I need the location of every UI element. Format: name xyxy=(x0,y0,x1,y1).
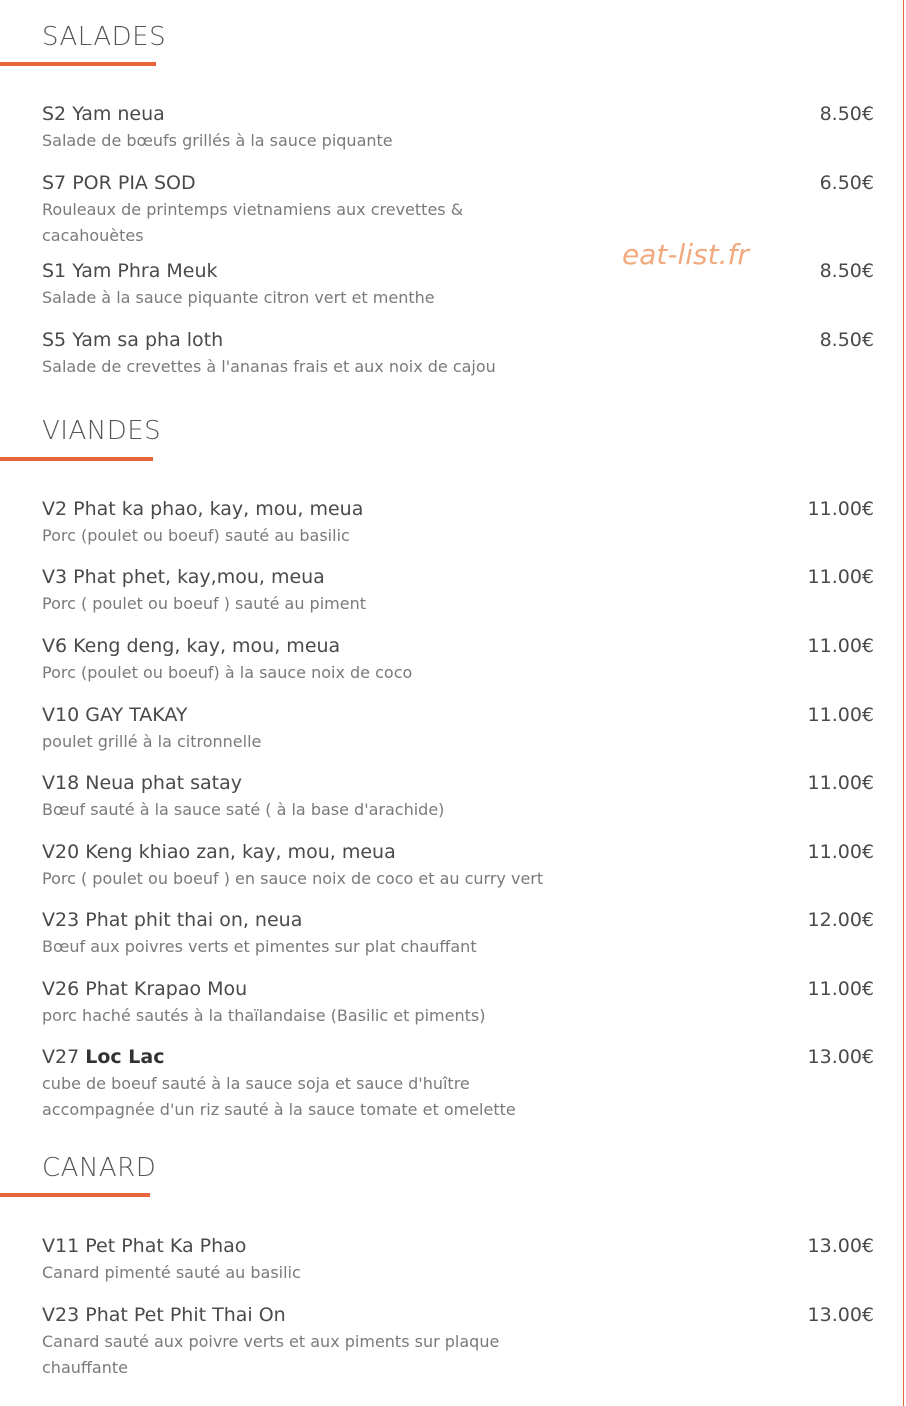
item-price: 11.00€ xyxy=(807,566,874,588)
menu-item xyxy=(42,703,874,755)
section-underline-salades xyxy=(0,62,156,66)
menu-item xyxy=(42,171,874,249)
item-description: porc haché sautés à la thaïlandaise (Basilic et piments) xyxy=(42,1006,486,1025)
item-description: Porc ( poulet ou boeuf ) en sauce noix de coco et au curry vert xyxy=(42,869,544,888)
item-description: poulet grillé à la citronnelle xyxy=(42,732,262,751)
item-price: 11.00€ xyxy=(807,978,874,1000)
item-description: Canard pimenté sauté au basilic xyxy=(42,1263,301,1282)
item-description: Bœuf sauté à la sauce saté ( à la base d'arachide) xyxy=(42,800,445,819)
item-name: V2 Phat ka phao, kay, mou, meua xyxy=(42,498,364,520)
item-name: V20 Keng khiao zan, kay, mou, meua xyxy=(42,841,396,863)
item-name: V10 GAY TAKAY xyxy=(42,704,188,726)
menu-item xyxy=(42,1234,874,1286)
item-description: Salade de crevettes à l'ananas frais et aux noix de cajou xyxy=(42,357,496,376)
item-description: Salade de bœufs grillés à la sauce piquante xyxy=(42,131,393,150)
item-description: cube de boeuf sauté à la sauce soja et sauce d'huître accompagnée d'un riz sauté à la sauce tomate et omelette xyxy=(42,1074,516,1119)
item-name: S7 POR PIA SOD xyxy=(42,172,196,194)
menu-item xyxy=(42,497,874,549)
item-name: V3 Phat phet, kay,mou, meua xyxy=(42,566,325,588)
menu-item xyxy=(42,328,874,380)
section-title-salades: SALADES xyxy=(42,22,167,52)
item-price: 11.00€ xyxy=(807,841,874,863)
item-description: Salade à la sauce piquante citron vert et menthe xyxy=(42,288,435,307)
item-price: 11.00€ xyxy=(807,498,874,520)
watermark-text: eat-list.fr xyxy=(622,238,749,271)
item-name: S5 Yam sa pha loth xyxy=(42,329,224,351)
item-price: 11.00€ xyxy=(807,704,874,726)
item-description: Bœuf aux poivres verts et pimentes sur plat chauffant xyxy=(42,937,477,956)
item-name: V11 Pet Phat Ka Phao xyxy=(42,1235,247,1257)
menu-item xyxy=(42,977,874,1029)
item-price: 11.00€ xyxy=(807,635,874,657)
right-border-line xyxy=(903,0,904,1406)
item-name: V26 Phat Krapao Mou xyxy=(42,978,248,1000)
item-price: 12.00€ xyxy=(807,909,874,931)
item-price: 11.00€ xyxy=(807,772,874,794)
section-underline-viandes xyxy=(0,457,153,461)
item-description: Porc ( poulet ou boeuf ) sauté au piment xyxy=(42,594,366,613)
item-name: V18 Neua phat satay xyxy=(42,772,242,794)
item-name: V23 Phat phit thai on, neua xyxy=(42,909,303,931)
item-price: 13.00€ xyxy=(807,1304,874,1326)
menu-item xyxy=(42,634,874,686)
item-price: 13.00€ xyxy=(807,1235,874,1257)
item-price: 8.50€ xyxy=(819,103,874,125)
item-price: 13.00€ xyxy=(807,1046,874,1068)
menu-item xyxy=(42,771,874,823)
item-name: V27 Loc Lac xyxy=(42,1046,165,1068)
item-price: 8.50€ xyxy=(819,329,874,351)
section-title-canard: CANARD xyxy=(42,1153,157,1183)
menu-item xyxy=(42,908,874,960)
item-description: Rouleaux de printemps vietnamiens aux crevettes & cacahouètes xyxy=(42,200,464,245)
item-name: S1 Yam Phra Meuk xyxy=(42,260,218,282)
item-description: Porc (poulet ou boeuf) à la sauce noix de coco xyxy=(42,663,413,682)
item-name: V23 Phat Pet Phit Thai On xyxy=(42,1304,286,1326)
menu-item xyxy=(42,1045,874,1123)
section-underline-canard xyxy=(0,1193,150,1197)
item-name: S2 Yam neua xyxy=(42,103,165,125)
section-title-viandes: VIANDES xyxy=(42,416,162,446)
menu-item xyxy=(42,102,874,154)
item-price: 8.50€ xyxy=(819,260,874,282)
menu-item xyxy=(42,259,874,311)
menu-item xyxy=(42,565,874,617)
menu-item xyxy=(42,840,874,892)
item-description: Canard sauté aux poivre verts et aux piments sur plaque chauffante xyxy=(42,1332,500,1377)
item-description: Porc (poulet ou boeuf) sauté au basilic xyxy=(42,526,350,545)
item-name: V6 Keng deng, kay, mou, meua xyxy=(42,635,341,657)
menu-item xyxy=(42,1303,874,1381)
item-name-bold: Loc Lac xyxy=(85,1046,165,1068)
item-price: 6.50€ xyxy=(819,172,874,194)
